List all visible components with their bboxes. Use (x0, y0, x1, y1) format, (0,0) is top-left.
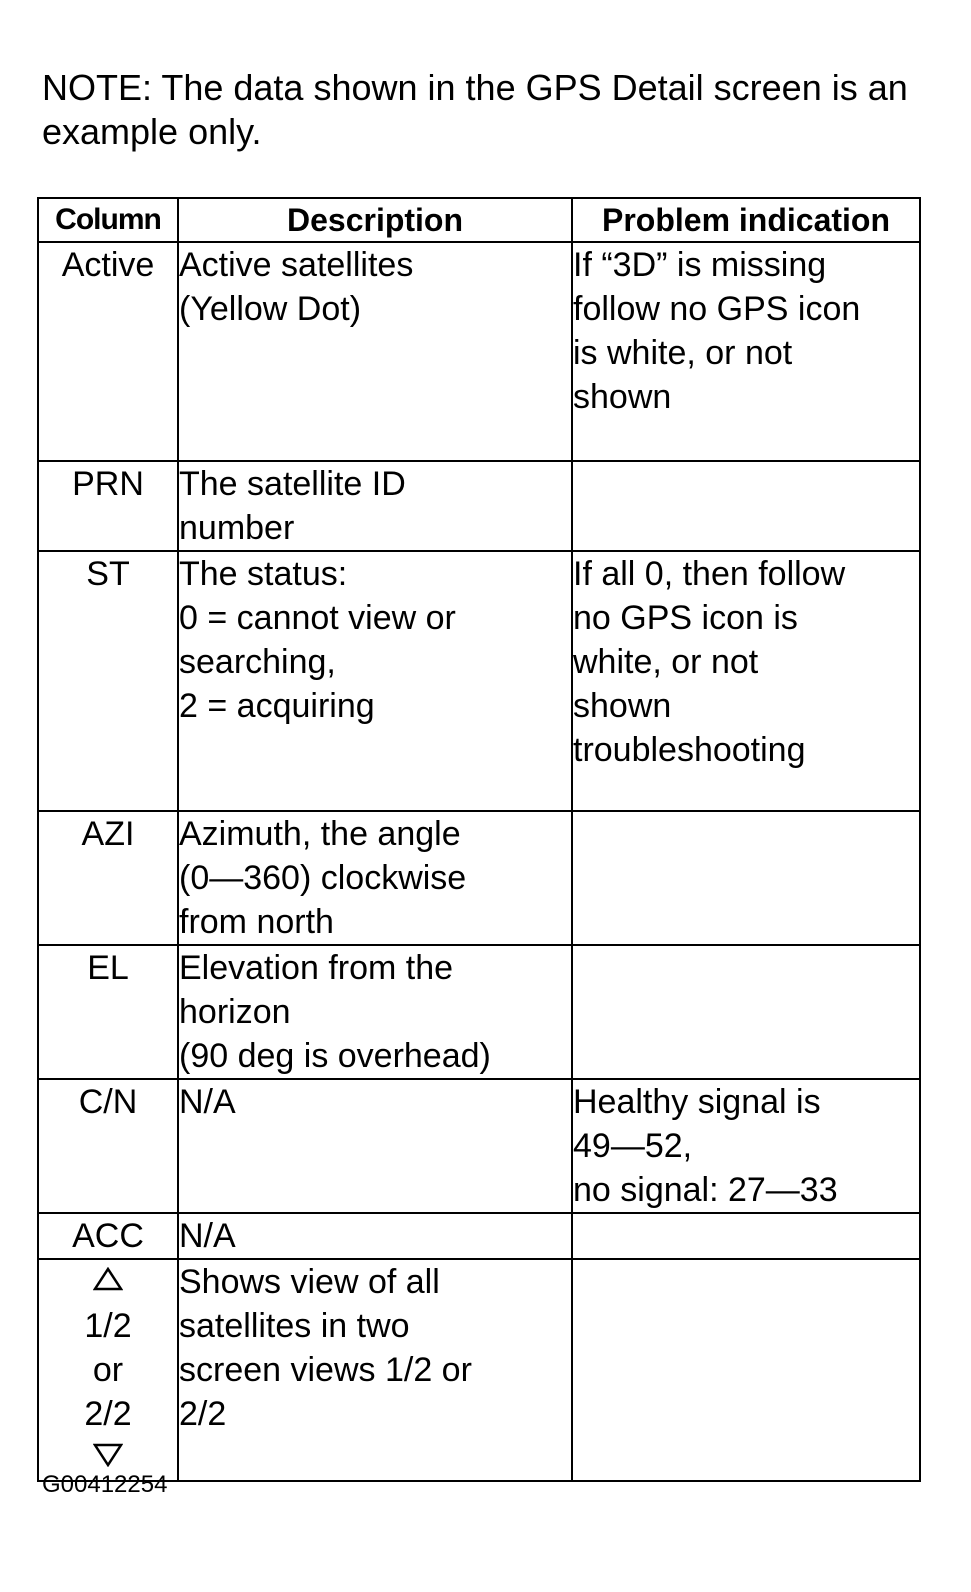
cell-problem (572, 1079, 920, 1213)
problem-line: troubleshooting (573, 731, 806, 769)
column-part: 1/2 (84, 1307, 132, 1345)
description-line: number (179, 509, 295, 547)
cell-description (178, 811, 572, 945)
table-row (38, 1259, 920, 1481)
cell-column: Active (38, 242, 178, 461)
description-line: The status: (179, 555, 348, 593)
problem-line: white, or not (573, 643, 759, 681)
cell-problem (572, 811, 920, 945)
table-row (38, 461, 920, 551)
cell-description (178, 551, 572, 811)
problem-line: If “3D” is missing (573, 246, 827, 284)
gps-detail-table (37, 197, 921, 1482)
problem-line: Healthy signal is (573, 1083, 821, 1121)
description-line: N/A (179, 1217, 236, 1255)
table-header-row (38, 198, 920, 242)
table-row (38, 1079, 920, 1213)
cell-problem (572, 945, 920, 1079)
cell-description (178, 945, 572, 1079)
description-line: 2 = acquiring (179, 687, 375, 725)
problem-line: no signal: 27—33 (573, 1171, 838, 1209)
description-line: (90 deg is overhead) (179, 1037, 491, 1075)
description-line: Azimuth, the angle (179, 815, 461, 853)
problem-line: 49—52, (573, 1127, 693, 1165)
description-line: screen views 1/2 or (179, 1351, 472, 1389)
cell-column: PRN (38, 461, 178, 551)
cell-description (178, 1213, 572, 1259)
cell-problem (572, 242, 920, 461)
header-description: Description (178, 198, 572, 242)
cell-column: ST (38, 551, 178, 811)
column-part: or (92, 1351, 124, 1389)
cell-description (178, 1079, 572, 1213)
cell-description (178, 461, 572, 551)
cell-description (178, 1259, 572, 1481)
cell-column: AZI (38, 811, 178, 945)
description-line: Active satellites (179, 246, 414, 284)
up-triangle-icon (39, 1260, 177, 1304)
description-line: from north (179, 903, 334, 941)
column-part: 2/2 (84, 1395, 132, 1433)
description-line: Shows view of all (179, 1263, 440, 1301)
note-text: NOTE: The data shown in the GPS Detail screen is an example only. (42, 67, 908, 152)
cell-column: C/N (38, 1079, 178, 1213)
cell-description (178, 242, 572, 461)
cell-problem (572, 551, 920, 811)
description-line: Elevation from the (179, 949, 454, 987)
cell-problem (572, 1213, 920, 1259)
cell-problem (572, 461, 920, 551)
table-row (38, 1213, 920, 1259)
description-line: The satellite ID (179, 465, 406, 503)
figure-id: G00412254 (42, 1471, 168, 1498)
header-problem-indication: Problem indication (572, 198, 920, 242)
problem-line: is white, or not (573, 334, 793, 372)
cell-column (38, 1259, 178, 1481)
header-column: Column (38, 198, 178, 242)
description-line: 2/2 (179, 1395, 227, 1433)
description-line: satellites in two (179, 1307, 410, 1345)
description-line: (Yellow Dot) (179, 290, 362, 328)
problem-line: shown (573, 687, 672, 725)
description-line: (0—360) clockwise (179, 859, 467, 897)
cell-problem (572, 1259, 920, 1481)
problem-line: no GPS icon is (573, 599, 798, 637)
table-row (38, 551, 920, 811)
cell-column: EL (38, 945, 178, 1079)
description-line: horizon (179, 993, 291, 1031)
description-line: 0 = cannot view or (179, 599, 456, 637)
table-row (38, 945, 920, 1079)
table-row (38, 811, 920, 945)
table-row (38, 242, 920, 461)
description-line: N/A (179, 1083, 236, 1121)
problem-line: follow no GPS icon (573, 290, 861, 328)
description-line: searching, (179, 643, 336, 681)
cell-column: ACC (38, 1213, 178, 1259)
problem-line: If all 0, then follow (573, 555, 846, 593)
problem-line: shown (573, 378, 672, 416)
